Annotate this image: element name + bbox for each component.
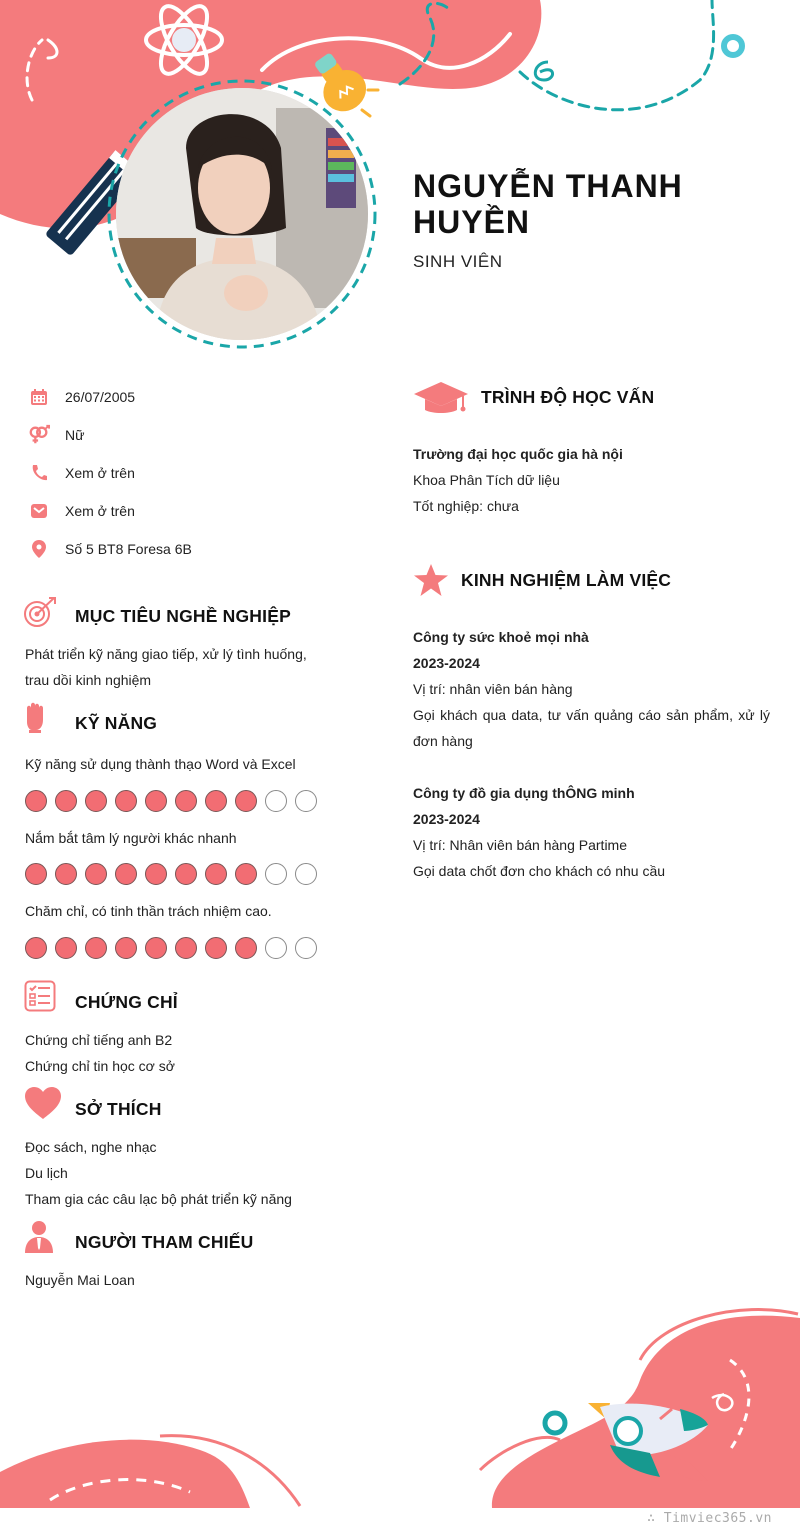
rating-dot-empty	[295, 937, 317, 959]
certificates-list	[25, 1027, 175, 1079]
rating-dot-filled	[115, 790, 137, 812]
contact-email	[28, 499, 135, 523]
references-title: NGƯỜI THAM CHIẾU	[75, 1232, 254, 1252]
email-text: Xem ở trên	[65, 503, 135, 519]
experience-title: KINH NGHIỆM LÀM VIỆC	[461, 570, 672, 590]
job-entry	[413, 780, 770, 884]
skill-rating	[25, 790, 317, 812]
certificate-item: Chứng chỉ tiếng anh B2	[25, 1032, 173, 1048]
checklist-icon	[24, 980, 56, 1012]
candidate-role: SINH VIÊN	[413, 252, 503, 271]
rating-dot-filled	[55, 863, 77, 885]
star-icon	[413, 563, 449, 597]
person-icon	[24, 1220, 54, 1254]
rating-dot-filled	[145, 937, 167, 959]
skill-label: Nắm bắt tâm lý người khác nhanh	[25, 830, 237, 846]
skills-title: KỸ NĂNG	[75, 713, 158, 733]
job-period: 2023-2024	[413, 655, 480, 671]
rating-dot-filled	[175, 790, 197, 812]
job-company: Công ty đồ gia dụng thÔNG minh	[413, 785, 635, 801]
avatar	[116, 88, 368, 340]
hobbies-list	[25, 1134, 292, 1212]
phone-icon	[28, 462, 50, 484]
footer-decoration-left	[0, 1420, 320, 1510]
rating-dot-filled	[175, 937, 197, 959]
rating-dot-empty	[295, 863, 317, 885]
job-position: Vị trí: nhân viên bán hàng	[413, 681, 573, 697]
rating-dot-empty	[265, 790, 287, 812]
job-entry	[413, 624, 770, 754]
rating-dot-filled	[235, 937, 257, 959]
fist-icon	[24, 702, 48, 734]
objective-title: MỤC TIÊU NGHỀ NGHIỆP	[75, 606, 291, 626]
job-position: Vị trí: Nhân viên bán hàng Partime	[413, 837, 628, 853]
rating-dot-filled	[235, 790, 257, 812]
rating-dot-filled	[85, 937, 107, 959]
contact-birthday	[28, 385, 136, 409]
rating-dot-filled	[175, 863, 197, 885]
skill-rating	[25, 863, 317, 885]
rating-dot-empty	[265, 937, 287, 959]
email-icon	[28, 500, 50, 522]
major-text: Khoa Phân Tích dữ liệu	[413, 472, 560, 488]
job-period: 2023-2024	[413, 811, 480, 827]
hobby-item: Du lịch	[25, 1165, 68, 1181]
contact-phone	[28, 461, 135, 485]
graduation-cap-icon	[413, 380, 469, 414]
skill-label: Kỹ năng sử dụng thành thạo Word và Excel	[25, 756, 296, 772]
job-description: Gọi data chốt đơn cho khách có nhu cầu	[413, 863, 666, 879]
rating-dot-filled	[145, 790, 167, 812]
rating-dot-filled	[115, 863, 137, 885]
skill-label: Chăm chỉ, có tinh thần trách nhiệm cao.	[25, 903, 272, 919]
rocket-icon	[540, 1395, 720, 1495]
rating-dot-filled	[25, 937, 47, 959]
birthday-text: 26/07/2005	[65, 389, 136, 405]
rating-dot-filled	[85, 790, 107, 812]
contact-gender	[28, 423, 85, 447]
rating-dot-empty	[265, 863, 287, 885]
objective-text	[25, 641, 325, 693]
rating-dot-filled	[115, 937, 137, 959]
skill-rating	[25, 937, 317, 959]
rating-dot-filled	[55, 790, 77, 812]
job-company: Công ty sức khoẻ mọi nhà	[413, 629, 589, 645]
gender-icon	[28, 424, 50, 446]
target-icon	[24, 596, 58, 628]
location-pin-icon	[28, 538, 50, 560]
rating-dot-filled	[205, 937, 227, 959]
rating-dot-filled	[145, 863, 167, 885]
education-title: TRÌNH ĐỘ HỌC VẤN	[481, 387, 655, 407]
hobby-item: Đọc sách, nghe nhạc	[25, 1139, 157, 1155]
calendar-icon	[28, 386, 50, 408]
job-description: Gọi khách qua data, tư vấn quảng cáo sản phẩm, xử lý đơn hàng	[413, 707, 770, 749]
rating-dot-filled	[85, 863, 107, 885]
rating-dot-filled	[55, 937, 77, 959]
phone-text: Xem ở trên	[65, 465, 135, 481]
graduation-status: Tốt nghiệp: chưa	[413, 498, 519, 514]
footer-watermark: ∴ Timviec365.vn	[647, 1511, 772, 1526]
rating-dot-filled	[235, 863, 257, 885]
school-name: Trường đại học quốc gia hà nội	[413, 446, 623, 462]
rating-dot-filled	[205, 790, 227, 812]
gender-text: Nữ	[65, 427, 85, 443]
objective-line: Phát triển kỹ năng giao tiếp, xử lý tình huống,	[25, 646, 307, 662]
rating-dot-filled	[25, 790, 47, 812]
hobby-item: Tham gia các câu lạc bộ phát triển kỹ năng	[25, 1191, 292, 1207]
rating-dot-empty	[295, 790, 317, 812]
certificates-title: CHỨNG CHỈ	[75, 992, 178, 1012]
certificate-item: Chứng chỉ tin học cơ sở	[25, 1058, 175, 1074]
rating-dot-filled	[205, 863, 227, 885]
education-block	[413, 441, 783, 519]
reference-item: Nguyễn Mai Loan	[25, 1272, 135, 1288]
atom-icon	[142, 2, 226, 82]
address-text: Số 5 BT8 Foresa 6B	[65, 541, 192, 557]
hobbies-title: SỞ THÍCH	[75, 1099, 162, 1119]
objective-line: trau dồi kinh nghiệm	[25, 672, 152, 688]
candidate-name: NGUYỄN THANH HUYỀN	[413, 168, 683, 240]
contact-address	[28, 537, 192, 561]
rating-dot-filled	[25, 863, 47, 885]
heart-icon	[24, 1086, 62, 1120]
